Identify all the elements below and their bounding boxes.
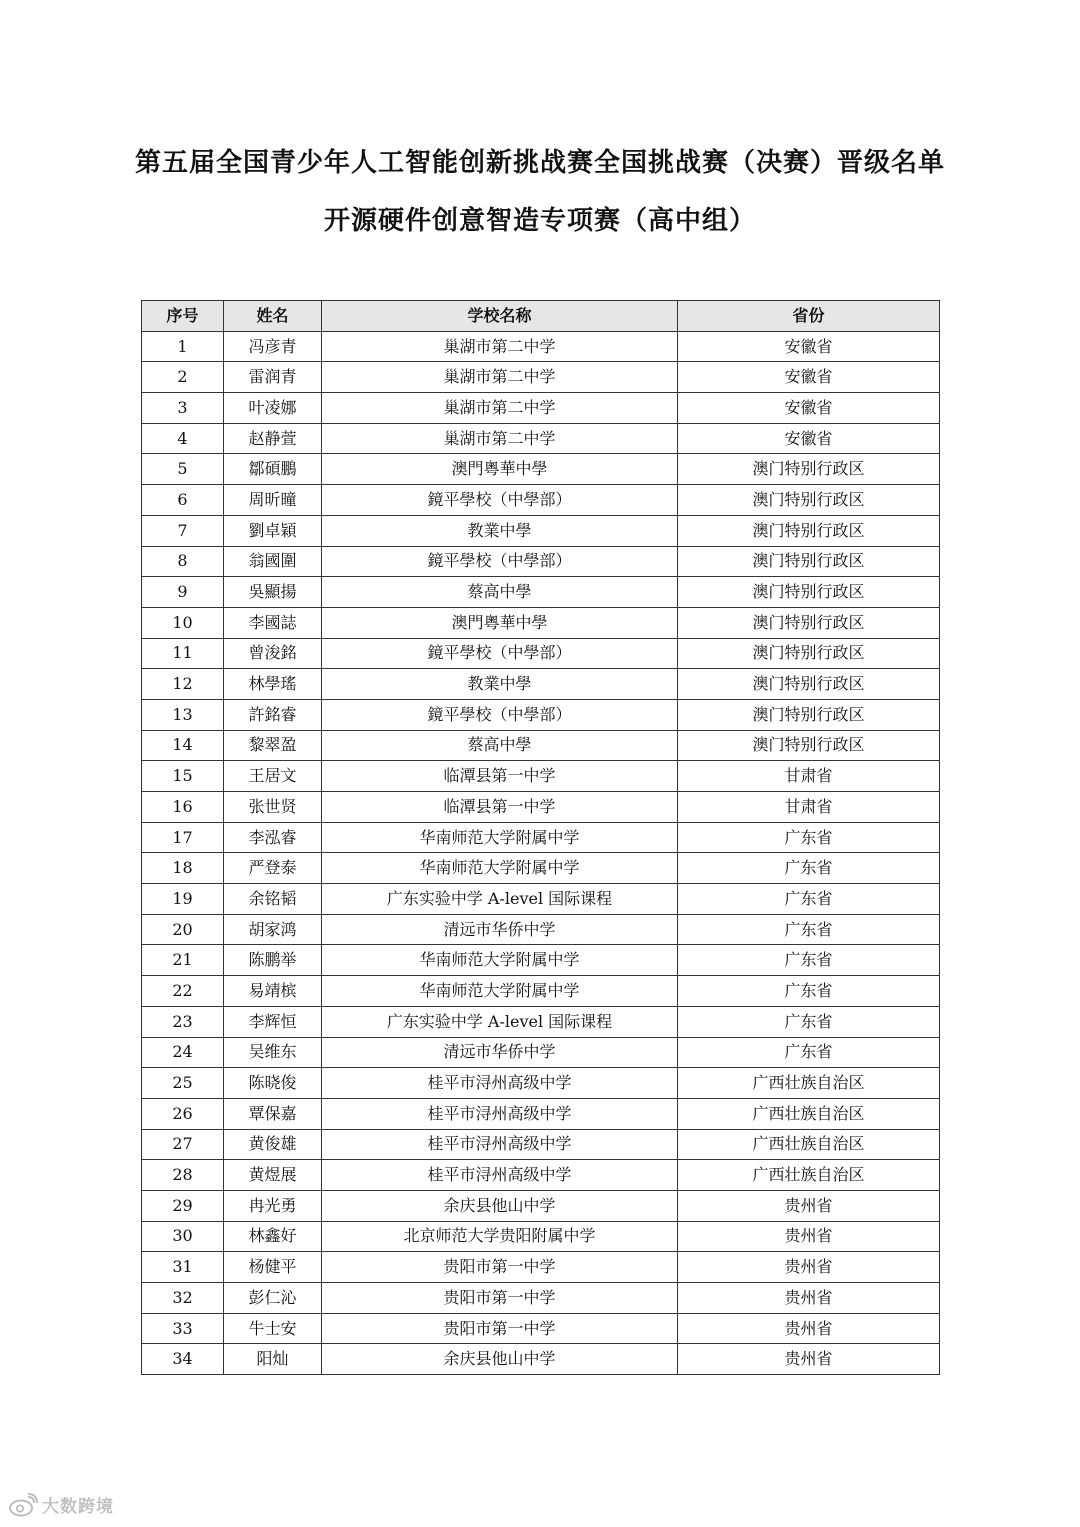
cell-province: 澳门特别行政区 — [678, 454, 940, 485]
cell-province: 广西壮族自治区 — [678, 1160, 940, 1191]
cell-no: 19 — [142, 884, 224, 915]
table-row — [142, 638, 940, 669]
cell-name: 余铭韬 — [224, 884, 322, 915]
cell-province: 澳门特别行政区 — [678, 638, 940, 669]
table-header-row — [142, 301, 940, 332]
table-row — [142, 730, 940, 761]
cell-province: 贵州省 — [678, 1190, 940, 1221]
table-row — [142, 945, 940, 976]
cell-no: 2 — [142, 362, 224, 393]
cell-province: 澳门特别行政区 — [678, 669, 940, 700]
cell-province: 广西壮族自治区 — [678, 1129, 940, 1160]
cell-no: 29 — [142, 1190, 224, 1221]
cell-name: 牛士安 — [224, 1313, 322, 1344]
cell-no: 20 — [142, 914, 224, 945]
watermark-text: 大数跨境 — [42, 1497, 114, 1517]
cell-school: 华南师范大学附属中学 — [322, 945, 678, 976]
table-body — [142, 331, 940, 1374]
cell-province: 澳门特别行政区 — [678, 546, 940, 577]
table-row — [142, 914, 940, 945]
table-row — [142, 1068, 940, 1099]
table-row — [142, 1098, 940, 1129]
cell-name: 冯彦青 — [224, 331, 322, 362]
cell-province: 贵州省 — [678, 1313, 940, 1344]
cell-no: 28 — [142, 1160, 224, 1191]
cell-name: 赵静萱 — [224, 423, 322, 454]
cell-province: 广西壮族自治区 — [678, 1098, 940, 1129]
table-row — [142, 1252, 940, 1283]
header-province: 省份 — [678, 301, 940, 332]
cell-name: 李辉恒 — [224, 1006, 322, 1037]
cell-province: 安徽省 — [678, 423, 940, 454]
cell-school: 澳門粵華中學 — [322, 454, 678, 485]
cell-name: 劉卓穎 — [224, 515, 322, 546]
header-no: 序号 — [142, 301, 224, 332]
cell-school: 广东实验中学 A-level 国际课程 — [322, 1006, 678, 1037]
cell-school: 贵阳市第一中学 — [322, 1313, 678, 1344]
cell-no: 15 — [142, 761, 224, 792]
cell-name: 許銘睿 — [224, 699, 322, 730]
table-row — [142, 1037, 940, 1068]
cell-province: 澳门特别行政区 — [678, 699, 940, 730]
cell-school: 蔡高中學 — [322, 577, 678, 608]
cell-no: 3 — [142, 393, 224, 424]
table-row — [142, 546, 940, 577]
cell-province: 广东省 — [678, 1037, 940, 1068]
cell-province: 澳门特别行政区 — [678, 607, 940, 638]
cell-no: 17 — [142, 822, 224, 853]
cell-no: 22 — [142, 976, 224, 1007]
cell-no: 31 — [142, 1252, 224, 1283]
cell-province: 安徽省 — [678, 331, 940, 362]
table-row — [142, 1221, 940, 1252]
table-row — [142, 454, 940, 485]
table-row — [142, 1129, 940, 1160]
table-row — [142, 485, 940, 516]
cell-no: 26 — [142, 1098, 224, 1129]
table-row — [142, 976, 940, 1007]
cell-no: 27 — [142, 1129, 224, 1160]
cell-school: 鏡平學校（中學部） — [322, 699, 678, 730]
cell-province: 贵州省 — [678, 1252, 940, 1283]
cell-no: 13 — [142, 699, 224, 730]
document-subtitle: 开源硬件创意智造专项赛（高中组） — [323, 206, 756, 236]
cell-name: 翁國圍 — [224, 546, 322, 577]
cell-no: 18 — [142, 853, 224, 884]
cell-name: 林學瑤 — [224, 669, 322, 700]
cell-no: 30 — [142, 1221, 224, 1252]
cell-province: 贵州省 — [678, 1221, 940, 1252]
watermark — [8, 1492, 114, 1517]
cell-school: 临潭县第一中学 — [322, 792, 678, 823]
cell-province: 广东省 — [678, 914, 940, 945]
table-row — [142, 1283, 940, 1314]
cell-no: 11 — [142, 638, 224, 669]
table-row — [142, 792, 940, 823]
cell-name: 黎翠盈 — [224, 730, 322, 761]
cell-no: 21 — [142, 945, 224, 976]
cell-province: 澳门特别行政区 — [678, 730, 940, 761]
cell-no: 32 — [142, 1283, 224, 1314]
cell-no: 24 — [142, 1037, 224, 1068]
cell-school: 北京师范大学贵阳附属中学 — [322, 1221, 678, 1252]
cell-province: 安徽省 — [678, 393, 940, 424]
table-row — [142, 331, 940, 362]
cell-name: 冉光勇 — [224, 1190, 322, 1221]
cell-no: 7 — [142, 515, 224, 546]
cell-school: 华南师范大学附属中学 — [322, 976, 678, 1007]
table-row — [142, 362, 940, 393]
cell-name: 易靖槟 — [224, 976, 322, 1007]
cell-no: 14 — [142, 730, 224, 761]
cell-name: 鄒碩鵬 — [224, 454, 322, 485]
cell-no: 16 — [142, 792, 224, 823]
cell-province: 澳门特别行政区 — [678, 577, 940, 608]
cell-school: 蔡高中學 — [322, 730, 678, 761]
table-row — [142, 423, 940, 454]
cell-no: 6 — [142, 485, 224, 516]
cell-school: 鏡平學校（中學部） — [322, 546, 678, 577]
table-row — [142, 393, 940, 424]
table-row — [142, 822, 940, 853]
cell-no: 10 — [142, 607, 224, 638]
cell-school: 教業中學 — [322, 515, 678, 546]
cell-name: 杨健平 — [224, 1252, 322, 1283]
table-row — [142, 761, 940, 792]
table-row — [142, 884, 940, 915]
cell-school: 巢湖市第二中学 — [322, 423, 678, 454]
cell-school: 清远市华侨中学 — [322, 1037, 678, 1068]
weibo-logo-icon — [8, 1493, 38, 1517]
cell-name: 李泓睿 — [224, 822, 322, 853]
cell-province: 广东省 — [678, 884, 940, 915]
cell-school: 清远市华侨中学 — [322, 914, 678, 945]
cell-school: 鏡平學校（中學部） — [322, 638, 678, 669]
cell-no: 33 — [142, 1313, 224, 1344]
cell-name: 陈晓俊 — [224, 1068, 322, 1099]
cell-name: 张世贤 — [224, 792, 322, 823]
cell-province: 甘肃省 — [678, 792, 940, 823]
table-row — [142, 1190, 940, 1221]
cell-name: 彭仁沁 — [224, 1283, 322, 1314]
cell-name: 吳顯揚 — [224, 577, 322, 608]
cell-province: 甘肃省 — [678, 761, 940, 792]
cell-province: 广东省 — [678, 822, 940, 853]
cell-name: 李國誌 — [224, 607, 322, 638]
table-row — [142, 699, 940, 730]
cell-no: 25 — [142, 1068, 224, 1099]
cell-province: 广东省 — [678, 853, 940, 884]
cell-school: 教業中學 — [322, 669, 678, 700]
cell-name: 覃保嘉 — [224, 1098, 322, 1129]
cell-name: 黄俊雄 — [224, 1129, 322, 1160]
cell-school: 桂平市浔州高级中学 — [322, 1129, 678, 1160]
table-row — [142, 1344, 940, 1375]
cell-school: 华南师范大学附属中学 — [322, 853, 678, 884]
cell-no: 12 — [142, 669, 224, 700]
cell-school: 贵阳市第一中学 — [322, 1252, 678, 1283]
cell-name: 雷润青 — [224, 362, 322, 393]
cell-no: 9 — [142, 577, 224, 608]
cell-school: 巢湖市第二中学 — [322, 331, 678, 362]
cell-school: 鏡平學校（中學部） — [322, 485, 678, 516]
cell-school: 广东实验中学 A-level 国际课程 — [322, 884, 678, 915]
cell-no: 34 — [142, 1344, 224, 1375]
cell-name: 陈鹏举 — [224, 945, 322, 976]
cell-no: 23 — [142, 1006, 224, 1037]
cell-name: 黄煜展 — [224, 1160, 322, 1191]
document-title: 第五届全国青少年人工智能创新挑战赛全国挑战赛（决赛）晋级名单 — [134, 148, 945, 178]
cell-name: 胡家鸿 — [224, 914, 322, 945]
table-row — [142, 607, 940, 638]
cell-no: 1 — [142, 331, 224, 362]
table-row — [142, 1160, 940, 1191]
cell-name: 吴维东 — [224, 1037, 322, 1068]
table-row — [142, 1006, 940, 1037]
cell-province: 贵州省 — [678, 1283, 940, 1314]
cell-name: 曾浚銘 — [224, 638, 322, 669]
cell-name: 王居文 — [224, 761, 322, 792]
cell-school: 桂平市浔州高级中学 — [322, 1068, 678, 1099]
cell-name: 周昕曈 — [224, 485, 322, 516]
table-row — [142, 669, 940, 700]
cell-province: 广东省 — [678, 976, 940, 1007]
cell-province: 澳门特别行政区 — [678, 515, 940, 546]
table-row — [142, 853, 940, 884]
cell-school: 澳門粵華中學 — [322, 607, 678, 638]
cell-no: 4 — [142, 423, 224, 454]
table-row — [142, 577, 940, 608]
table-row — [142, 515, 940, 546]
cell-name: 叶凌娜 — [224, 393, 322, 424]
cell-school: 华南师范大学附属中学 — [322, 822, 678, 853]
cell-school: 巢湖市第二中学 — [322, 393, 678, 424]
roster-table — [141, 300, 940, 1375]
cell-province: 广西壮族自治区 — [678, 1068, 940, 1099]
cell-province: 澳门特别行政区 — [678, 485, 940, 516]
cell-name: 阳灿 — [224, 1344, 322, 1375]
cell-school: 贵阳市第一中学 — [322, 1283, 678, 1314]
cell-school: 巢湖市第二中学 — [322, 362, 678, 393]
cell-province: 贵州省 — [678, 1344, 940, 1375]
table-row — [142, 1313, 940, 1344]
cell-no: 8 — [142, 546, 224, 577]
cell-no: 5 — [142, 454, 224, 485]
cell-name: 严登泰 — [224, 853, 322, 884]
cell-province: 广东省 — [678, 945, 940, 976]
cell-school: 余庆县他山中学 — [322, 1190, 678, 1221]
cell-school: 临潭县第一中学 — [322, 761, 678, 792]
header-school: 学校名称 — [322, 301, 678, 332]
cell-province: 广东省 — [678, 1006, 940, 1037]
cell-province: 安徽省 — [678, 362, 940, 393]
header-name: 姓名 — [224, 301, 322, 332]
cell-school: 桂平市浔州高级中学 — [322, 1098, 678, 1129]
cell-name: 林鑫好 — [224, 1221, 322, 1252]
cell-school: 余庆县他山中学 — [322, 1344, 678, 1375]
cell-school: 桂平市浔州高级中学 — [322, 1160, 678, 1191]
